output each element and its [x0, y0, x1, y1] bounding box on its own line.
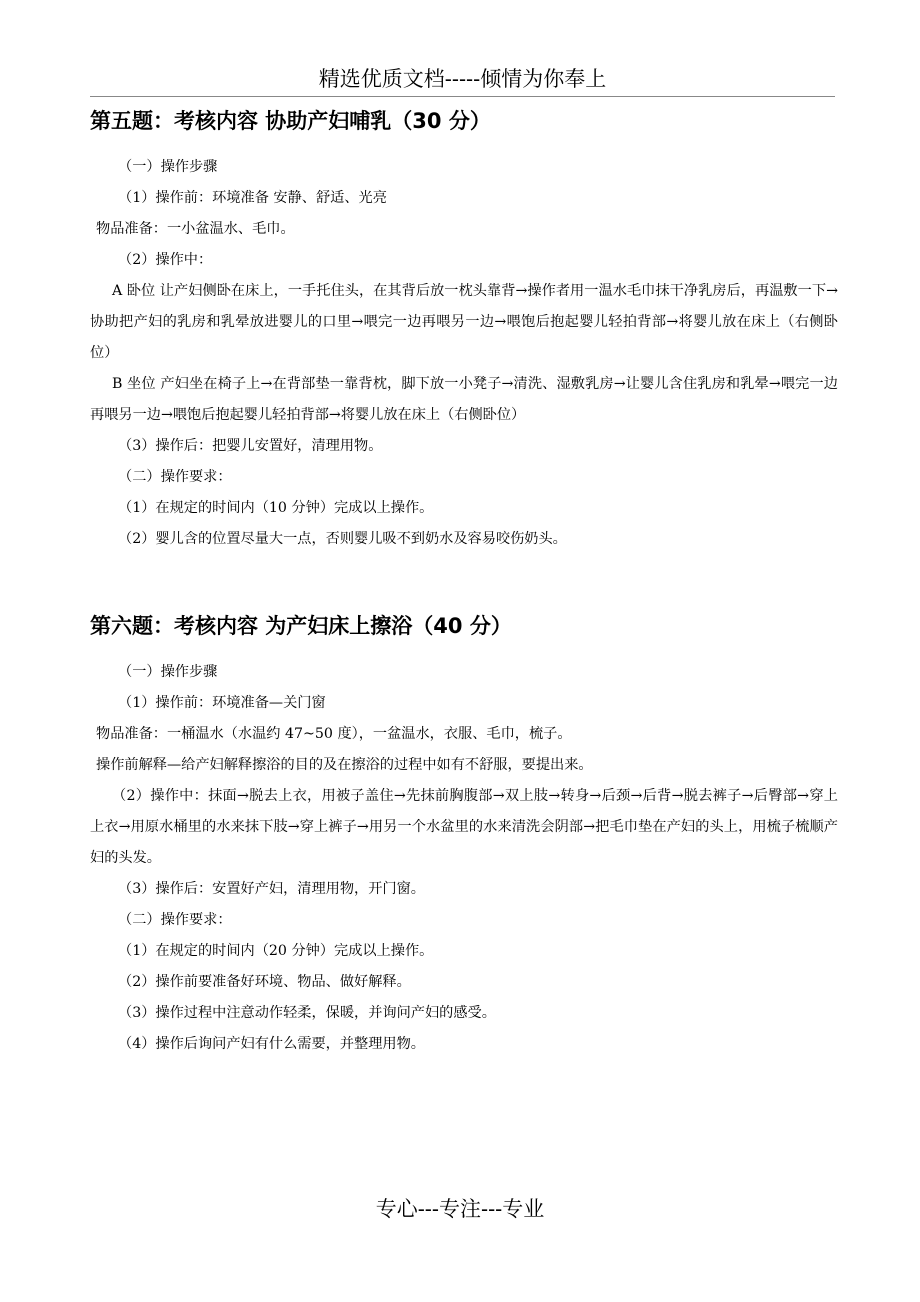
section6-after: （3）操作后：安置好产妇，清理用物，开门窗。 [118, 881, 425, 897]
section6-before: （1）操作前：环境准备—关门窗 [118, 695, 326, 711]
section6-req-3: （3）操作过程中注意动作轻柔，保暖，并询问产妇的感受。 [118, 1005, 496, 1021]
document-body [90, 104, 838, 1060]
section6-steps-heading: （一）操作步骤 [118, 664, 218, 680]
section5-during: （2）操作中： [118, 252, 213, 268]
section5-req-2: （2）婴儿含的位置尽量大一点，否则婴儿吸不到奶水及容易咬伤奶头。 [118, 531, 567, 547]
section6-req-2: （2）操作前要准备好环境、物品、做好解释。 [118, 974, 411, 990]
section6-req-4: （4）操作后询问产妇有什么需要，并整理用物。 [118, 1036, 425, 1052]
page-header: 精选优质文档-----倾情为你奉上 [90, 62, 835, 97]
section5-materials: 物品准备：一小盆温水、毛巾。 [96, 221, 295, 237]
section-spacer [90, 555, 838, 609]
section5-steps-heading: （一）操作步骤 [118, 159, 218, 175]
section6-materials: 物品准备：一桶温水（水温约 47~50 度），一盆温水，衣服、毛巾，梳子。 [96, 726, 572, 742]
section5-title: 第五题：考核内容 协助产妇哺乳（30 分） [90, 109, 491, 133]
section6-req-1: （1）在规定的时间内（20 分钟）完成以上操作。 [118, 943, 434, 959]
section5-req-heading: （二）操作要求： [118, 469, 232, 485]
section5-req-1: （1）在规定的时间内（10 分钟）完成以上操作。 [118, 500, 434, 516]
page-footer: 专心---专注---专业 [375, 1197, 545, 1221]
section6-title: 第六题：考核内容 为产妇床上擦浴（40 分） [90, 614, 512, 638]
section6-req-heading: （二）操作要求： [118, 912, 232, 928]
section6-explain: 操作前解释—给产妇解释擦浴的目的及在擦浴的过程中如有不舒服，要提出来。 [96, 757, 593, 773]
section5-after: （3）操作后：把婴儿安置好，清理用物。 [118, 438, 383, 454]
section5-position-a: A 卧位 让产妇侧卧在床上，一手托住头，在其背后放一枕头靠背→操作者用一温水毛巾抹干净乳房后，再温敷一下→协助把产妇的乳房和乳晕放进婴儿的口里→喂完一边再喂另一边→喂饱后抱起婴儿轻拍背部→将婴儿放在床上（右侧卧位） [90, 283, 838, 361]
section5-position-b: B 坐位 产妇坐在椅子上→在背部垫一靠背枕，脚下放一小凳子→清洗、湿敷乳房→让婴儿含住乳房和乳晕→喂完一边再喂另一边→喂饱后抱起婴儿轻拍背部→将婴儿放在床上（右侧卧位） [90, 376, 838, 423]
section6-during: （2）操作中：抹面→脱去上衣，用被子盖住→先抹前胸腹部→双上肢→转身→后颈→后背→脱去裤子→后臀部→穿上上衣→用原水桶里的水来抹下肢→穿上裤子→用另一个水盆里的水来清洗会阴部→把毛巾垫在产妇的头上，用梳子梳顺产妇的头发。 [90, 788, 838, 866]
section5-before: （1）操作前：环境准备 安静、舒适、光亮 [118, 190, 387, 206]
